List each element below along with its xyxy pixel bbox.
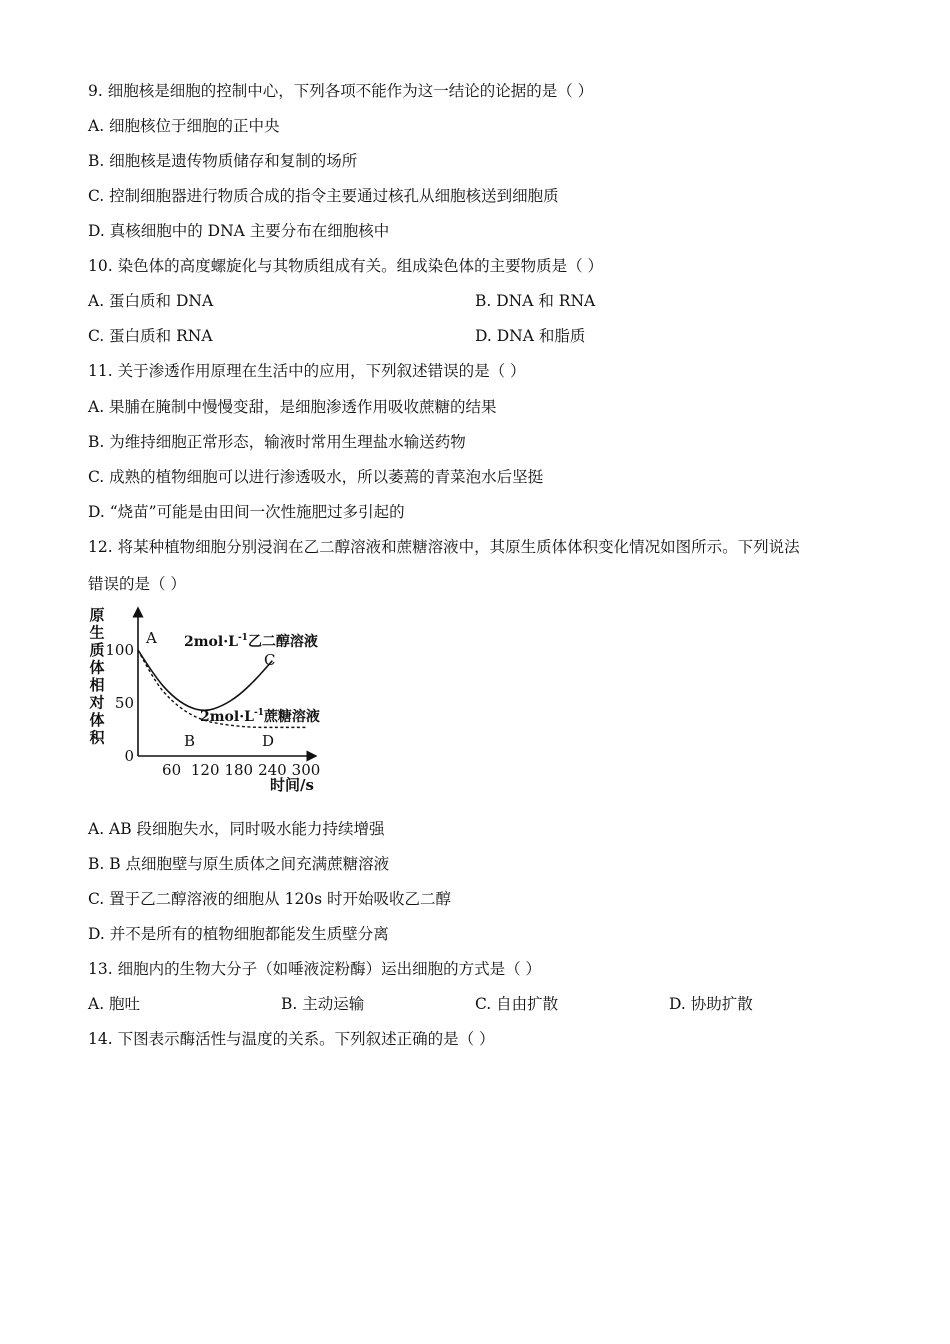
q11-stem: 11. 关于渗透作用原理在生活中的应用，下列叙述错误的是（ ） <box>88 362 526 380</box>
x-tick-label: 240 <box>258 761 287 779</box>
label-sucrose-prefix: 2mol·L <box>200 709 254 725</box>
label-sucrose-sup: -1 <box>253 708 264 718</box>
q10-option-a: A. 蛋白质和 DNA <box>88 292 214 310</box>
point-label-a: A <box>146 629 157 647</box>
y-tick-label: 100 <box>105 641 134 659</box>
label-ethylene-glycol-prefix: 2mol·L <box>184 634 238 650</box>
q13-option-b: B. 主动运输 <box>281 995 365 1013</box>
q12-stem-line2: 错误的是（ ） <box>88 575 186 593</box>
label-ethylene-glycol-name: 乙二醇溶液 <box>247 634 318 650</box>
y-tick-label: 0 <box>124 747 134 765</box>
label-ethylene-glycol-sup: -1 <box>237 633 248 643</box>
x-axis-label: 时间/s <box>270 776 314 794</box>
q11-option-d: D. “烧苗”可能是由田间一次性施肥过多引起的 <box>88 503 405 521</box>
q12-option-d: D. 并不是所有的植物细胞都能发生质壁分离 <box>88 925 389 943</box>
q13-option-a: A. 胞吐 <box>88 995 141 1013</box>
q9-option-b: B. 细胞核是遗传物质储存和复制的场所 <box>88 152 358 170</box>
y-tick-label: 50 <box>114 694 134 712</box>
q13-option-c: C. 自由扩散 <box>475 995 559 1013</box>
q10-stem: 10. 染色体的高度螺旋化与其物质组成有关。组成染色体的主要物质是（ ） <box>88 257 604 275</box>
label-sucrose <box>200 708 320 725</box>
y-axis-label-char: 体 <box>89 711 105 729</box>
x-tick-label: 180 <box>224 761 254 779</box>
y-axis-label-char: 积 <box>89 728 105 747</box>
x-tick-label: 300 <box>291 761 321 779</box>
label-ethylene-glycol <box>184 633 318 650</box>
label-sucrose-name: 蔗糖溶液 <box>263 709 320 725</box>
q9-stem: 9. 细胞核是细胞的控制中心，下列各项不能作为这一结论的论据的是（ ） <box>88 82 594 100</box>
q13-option-d: D. 协助扩散 <box>669 995 753 1013</box>
x-tick-label: 120 <box>190 761 220 779</box>
q12-stem-line1: 12. 将某种植物细胞分别浸润在乙二醇溶液和蔗糖溶液中，其原生质体体积变化情况如图所示。下列说法 <box>88 538 800 556</box>
q11-option-c: C. 成熟的植物细胞可以进行渗透吸水，所以萎蔫的青菜泡水后坚挺 <box>88 468 544 486</box>
y-axis-label <box>88 606 105 747</box>
y-axis-label-char: 原 <box>89 606 105 624</box>
protoplast-volume-chart <box>84 600 344 800</box>
q10-option-b: B. DNA 和 RNA <box>475 292 596 310</box>
q9-option-d: D. 真核细胞中的 DNA 主要分布在细胞核中 <box>88 222 390 240</box>
q11-option-a: A. 果脯在腌制中慢慢变甜，是细胞渗透作用吸收蔗糖的结果 <box>88 398 497 416</box>
point-label-d: D <box>262 732 275 750</box>
y-axis-label-char: 生 <box>89 623 105 642</box>
q11-option-b: B. 为维持细胞正常形态，输液时常用生理盐水输送药物 <box>88 433 466 451</box>
point-label-b: B <box>184 732 196 750</box>
q10-option-c: C. 蛋白质和 RNA <box>88 327 213 345</box>
x-tick-label: 60 <box>162 761 182 779</box>
q13-stem: 13. 细胞内的生物大分子（如唾液淀粉酶）运出细胞的方式是（ ） <box>88 960 542 978</box>
y-ticks <box>105 641 134 765</box>
point-label-c: C <box>264 651 276 669</box>
y-axis-label-char: 质 <box>89 641 105 659</box>
q10-option-d: D. DNA 和脂质 <box>475 327 586 345</box>
y-axis-label-char: 体 <box>89 658 105 677</box>
y-axis-label-char: 相 <box>89 676 105 694</box>
q12-option-a: A. AB 段细胞失水，同时吸水能力持续增强 <box>88 820 385 838</box>
y-axis-label-char: 对 <box>89 693 105 712</box>
q9-option-a: A. 细胞核位于细胞的正中央 <box>88 117 280 135</box>
q12-option-c: C. 置于乙二醇溶液的细胞从 120s 时开始吸收乙二醇 <box>88 890 452 908</box>
q12-option-b: B. B 点细胞壁与原生质体之间充满蔗糖溶液 <box>88 855 390 873</box>
q14-stem: 14. 下图表示酶活性与温度的关系。下列叙述正确的是（ ） <box>88 1030 495 1048</box>
q9-option-c: C. 控制细胞器进行物质合成的指令主要通过核孔从细胞核送到细胞质 <box>88 187 559 205</box>
series-ethylene-glycol <box>138 650 272 710</box>
